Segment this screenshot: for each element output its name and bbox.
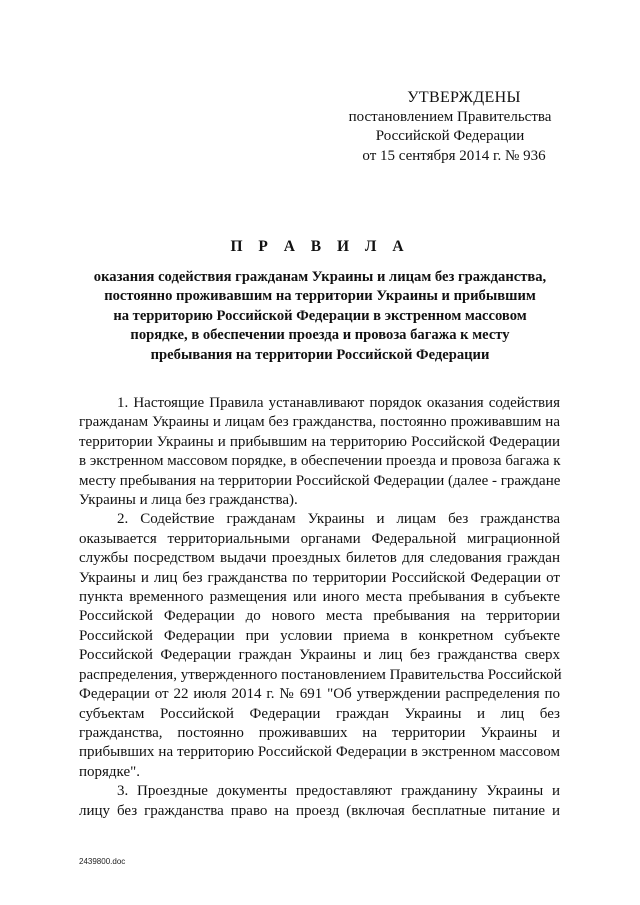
paragraph-1-line: Украины и лица без гражданства). xyxy=(79,492,298,509)
paragraph-2-line: Российской Федерации при условии приема в конкретном субъекте xyxy=(79,627,560,644)
paragraph-2-line: пункта временного размещения или иного места пребывания в субъекте xyxy=(79,589,560,606)
paragraph-1-line: гражданам Украины и лицам без гражданства, постоянно проживавшим на xyxy=(79,414,560,431)
paragraph-2-line: порядке". xyxy=(79,763,141,780)
paragraph-2-line: субъектам Российской Федерации граждан Украины и лиц без xyxy=(79,705,560,722)
document-body xyxy=(79,394,560,821)
paragraph-3-line: лицу без гражданства право на проезд (включая бесплатные питание и xyxy=(79,802,560,819)
paragraph-2-line: гражданства, постоянно проживавших на территории Украины и xyxy=(79,724,560,741)
subtitle-line: оказания содействия гражданам Украины и лицам без гражданства, xyxy=(93,269,547,285)
paragraph-3-line: 3. Проездные документы предоставляют гражданину Украины и xyxy=(117,783,560,800)
approval-authority-line: Российской Федерации xyxy=(375,128,525,144)
approved-heading: УТВЕРЖДЕНЫ xyxy=(407,89,521,106)
paragraph-2-line: Украины и лиц без гражданства по территории Российской Федерации от xyxy=(79,569,560,586)
document-subtitle xyxy=(78,268,562,365)
subtitle-line: на территорию Российской Федерации в экстренном массовом xyxy=(113,307,527,324)
subtitle-line: постоянно проживавшим на территории Украины и прибывшим xyxy=(104,288,536,305)
approval-decree-line: постановлением Правительства xyxy=(348,108,552,125)
paragraph-1-line: 1. Настоящие Правила устанавливают порядок оказания содействия xyxy=(117,395,560,411)
paragraph-2-line: прибывших на территорию Российской Федерации в экстренном массовом xyxy=(79,744,560,761)
file-name-footer: 2439800.doc xyxy=(79,857,126,866)
paragraph-2-line: оказывается территориальными органами Федеральной миграционной xyxy=(79,530,560,547)
paragraph-1-line: в экстренном массовом порядке, в обеспечении проезда и провоза багажа к xyxy=(79,453,561,470)
approval-date-number-line: от 15 сентября 2014 г. № 936 xyxy=(362,147,546,164)
paragraph-1-line: территории Украины и прибывшим на территорию Российской Федерации xyxy=(79,433,560,450)
paragraph-2-line: службы посредством выдачи проездных билетов для следования граждан xyxy=(79,550,560,567)
paragraph-2-line: распределения, утвержденного постановлением Правительства Российской xyxy=(79,666,562,683)
paragraph-2-line: Российской Федерации до нового места пребывания на территории xyxy=(79,608,560,625)
approval-block xyxy=(330,88,570,166)
paragraph-2-line: Федерации от 22 июля 2014 г. № 691 "Об утверждении распределения по xyxy=(79,686,560,703)
document-title: П Р А В И Л А xyxy=(230,238,410,255)
paragraph-2-line: 2. Содействие гражданам Украины и лицам без гражданства xyxy=(117,511,560,528)
subtitle-line: порядке, в обеспечении проезда и провоза багажа к месту xyxy=(130,327,510,344)
subtitle-line: пребывания на территории Российской Федерации xyxy=(150,346,490,363)
paragraph-1-line: месту пребывания на территории Российской Федерации (далее - граждане xyxy=(79,472,561,489)
paragraph-2-line: Российской Федерации граждан Украины и лиц без гражданства сверх xyxy=(79,647,560,664)
